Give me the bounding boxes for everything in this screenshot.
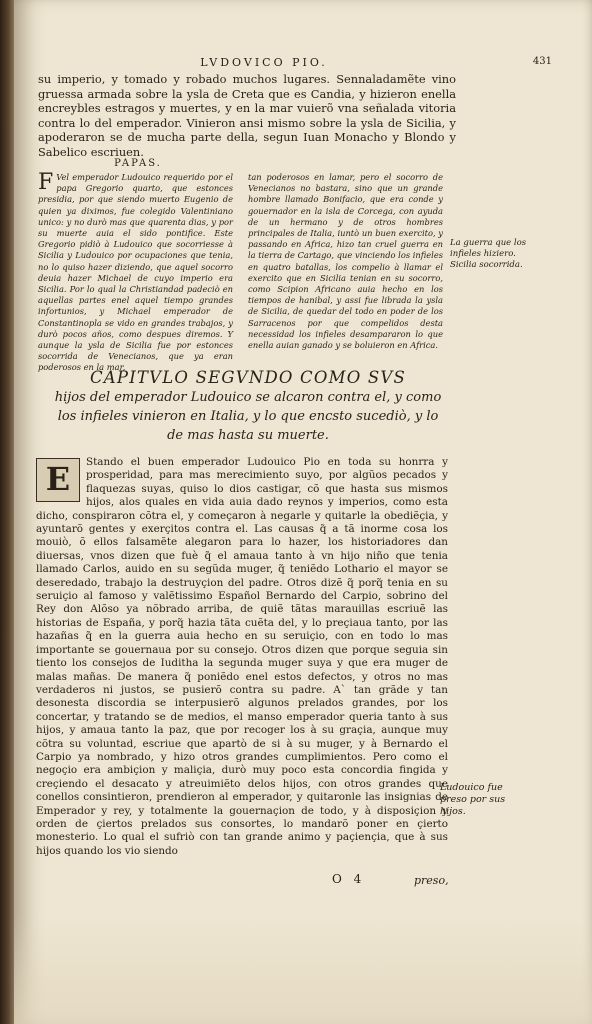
marginal-note-1: La guerra que los infieles hiziero. Sicilia socorrida. <box>450 238 527 270</box>
chapter-title: CAPITVLO SEGVNDO COMO SVS <box>89 368 407 387</box>
ornamental-dropcap: E <box>36 458 80 502</box>
page-shadow <box>14 914 592 1024</box>
page-number: 431 <box>532 56 552 67</box>
chapter-body <box>36 456 448 858</box>
papas-heading: PAPAS. <box>114 158 162 169</box>
papas-initial: F <box>38 170 54 195</box>
top-paragraph: su imperio, y tomado y robado muchos lugares. Sennaladamẽte vino gruessa armada sobre la ysla de Creta que es Candia, y hizieron enella encreybles estragos y muertes, y en la mar vuierõ vna señalada vitoria contra lo del emperador. Vinieron ansi mismo sobre la ysla de Sicilia, y apoderaron se de mucha parte della, segun Iuan Monacho y Blondo y Sabelico escriuen. <box>38 72 456 159</box>
chapter-body-text: Stando el buen emperador Ludouico Pio en toda su honrra y prosperidad, para mas merecimiento suyo, por algũos pecados y flaquezas suyas, quiso lo dios castigar, cõ que hasta sus mismos hijos, alos quales en vida auia dado reynos y imperios, como esta dicho, conspiraron cõtra el, y começaron à negarle y quitarle la obediẽçia, y ayuntarõ gentes y exerçitos contra el. Las causas q̃ a tã inorme cosa los mouiò, õ ellos falsamẽte alegaron para lo hazer, los historiadores dan diuersas, vnos dizen que fuè q̃ el amaua tanto à vn hijo niño que tenia llamado Carlos, auido en su segũda muger, q̃ teniẽdo Lothario el mayor se deseredado, trabajo la destruyçion del padre. Otros dizẽ q̃ porq̃ tenia en su seruiçio al famoso y valẽtissimo Español Bernardo del Carpio, sobrino del Rey don Alõso ya nõbrado arriba, de quiẽ tãtas marauillas escriuẽ las historias de España, y porq̃ hazia tãta cuẽta del, y lo preçiaua tanto, por las hazañas q̃ en la guerra auia hecho en su seruiçio, con en todo lo mas importante se gouernaua por su consejo. Otros dizen que porque seguia sin tiento los consejos de Iuditha la segunda muger suya y que era muger de malas mañas. De manera q̃ poniẽdo enel estos defectos, y otros no mas verdaderos ni justos, se pusierõ contra su padre. A` tan grãde y tan desonesta discordia se interpusierõ algunos prelados grandes, por los concertar, y tratando se de medios, el manso emperador queria tanto à sus hijos, y amaua tanto la paz, que por recoger los à su graçia, aunque muy cõtra su voluntad, escriue que apartò de si à su muger, y à Bernardo el Carpio ya nombrado, y hizo otros grandes cumplimientos. Pero como el negoçio era ambiçion y maliçia, durò muy poco esta concordia fingida y creçiendo el desacato y atreuimiẽto delos hijos, con otros grandes que conellos consintieron, prendieron al emperador, y quitaronle las insignias de Emperador y rey, y totalmente la gouernaçion de todo, y à disposiçion y orden de çiertos prelados sus consortes, lo mandarõ poner en çierto monesterio. Lo qual el sufriò con tan grande animo y paçiençia, que à sus hijos quando los vio siendo <box>36 456 448 857</box>
papas-left-text: Vel emperador Ludouico requerido por el papa Gregorio quarto, que estonces presidia, por que siendo muerto Eugenio de quien ya diximos, fue colegido Valentiniano unico: y no durò mas que quarenta dias, y por su muerte auia el sido pontifice. Este Gregorio pidiò à Ludouico que socorriesse à Sicilia y Ludouico por ocupaciones que tenia, no lo quiso hazer diziendo, que aquel socorro deuia hazer Michael de cuyo imperio era Sicilia. Por lo qual la Christiandad padeciò en aquellas partes enel aquel tiempo grandes infortunios, y Michael emperador de Constantinopla se vido en grandes trabajos, y durò pocos años, como despues diremos. Y aunque la ysla de Sicilia fue por estonces socorrida de Venecianos, que ya eran poderosos en la mar, <box>38 172 233 373</box>
chapter-subtitle: hijos del emperador Ludouico se alcaron contra el, y como los infieles vinieron en Italia, y lo que encsto sucediò, y lo de mas hasta su muerte. <box>54 390 442 443</box>
papas-left-column <box>38 172 233 374</box>
book-page <box>14 0 592 1024</box>
papas-right-column: tan poderosos en lamar, pero el socorro de Venecianos no bastara, sino que un grande hombre llamado Bonifacio, que era conde y gouernador en la isla de Corcega, con ayuda de un hermano y de otros hombres principales de Italia, iuntò un buen exercito, y passando en Africa, hizo tan cruel guerra en la tierra de Cartago, que vinciendo los infieles en quatro batallas, los compelio à llamar el exercito que en Sicilia tenian en su socorro, como Scipion Africano auia hecho en los tiempos de hanibal, y assi fue librada la ysla de Sicilia, de quedar del todo en poder de los Sarracenos por que compelidos desta necessidad los infieles desampararon lo que enella auian ganado y se boluieron en Africa. <box>248 172 443 351</box>
marginal-note-2: Ludouico fue preso por sus hijos. <box>440 782 506 817</box>
signature-mark: O 4 <box>332 872 366 886</box>
running-title: LVDOVICO PIO. <box>200 56 328 69</box>
catchword: preso, <box>414 874 449 887</box>
papas-section <box>38 158 448 373</box>
book-gutter <box>0 0 14 1024</box>
running-head <box>14 56 592 72</box>
